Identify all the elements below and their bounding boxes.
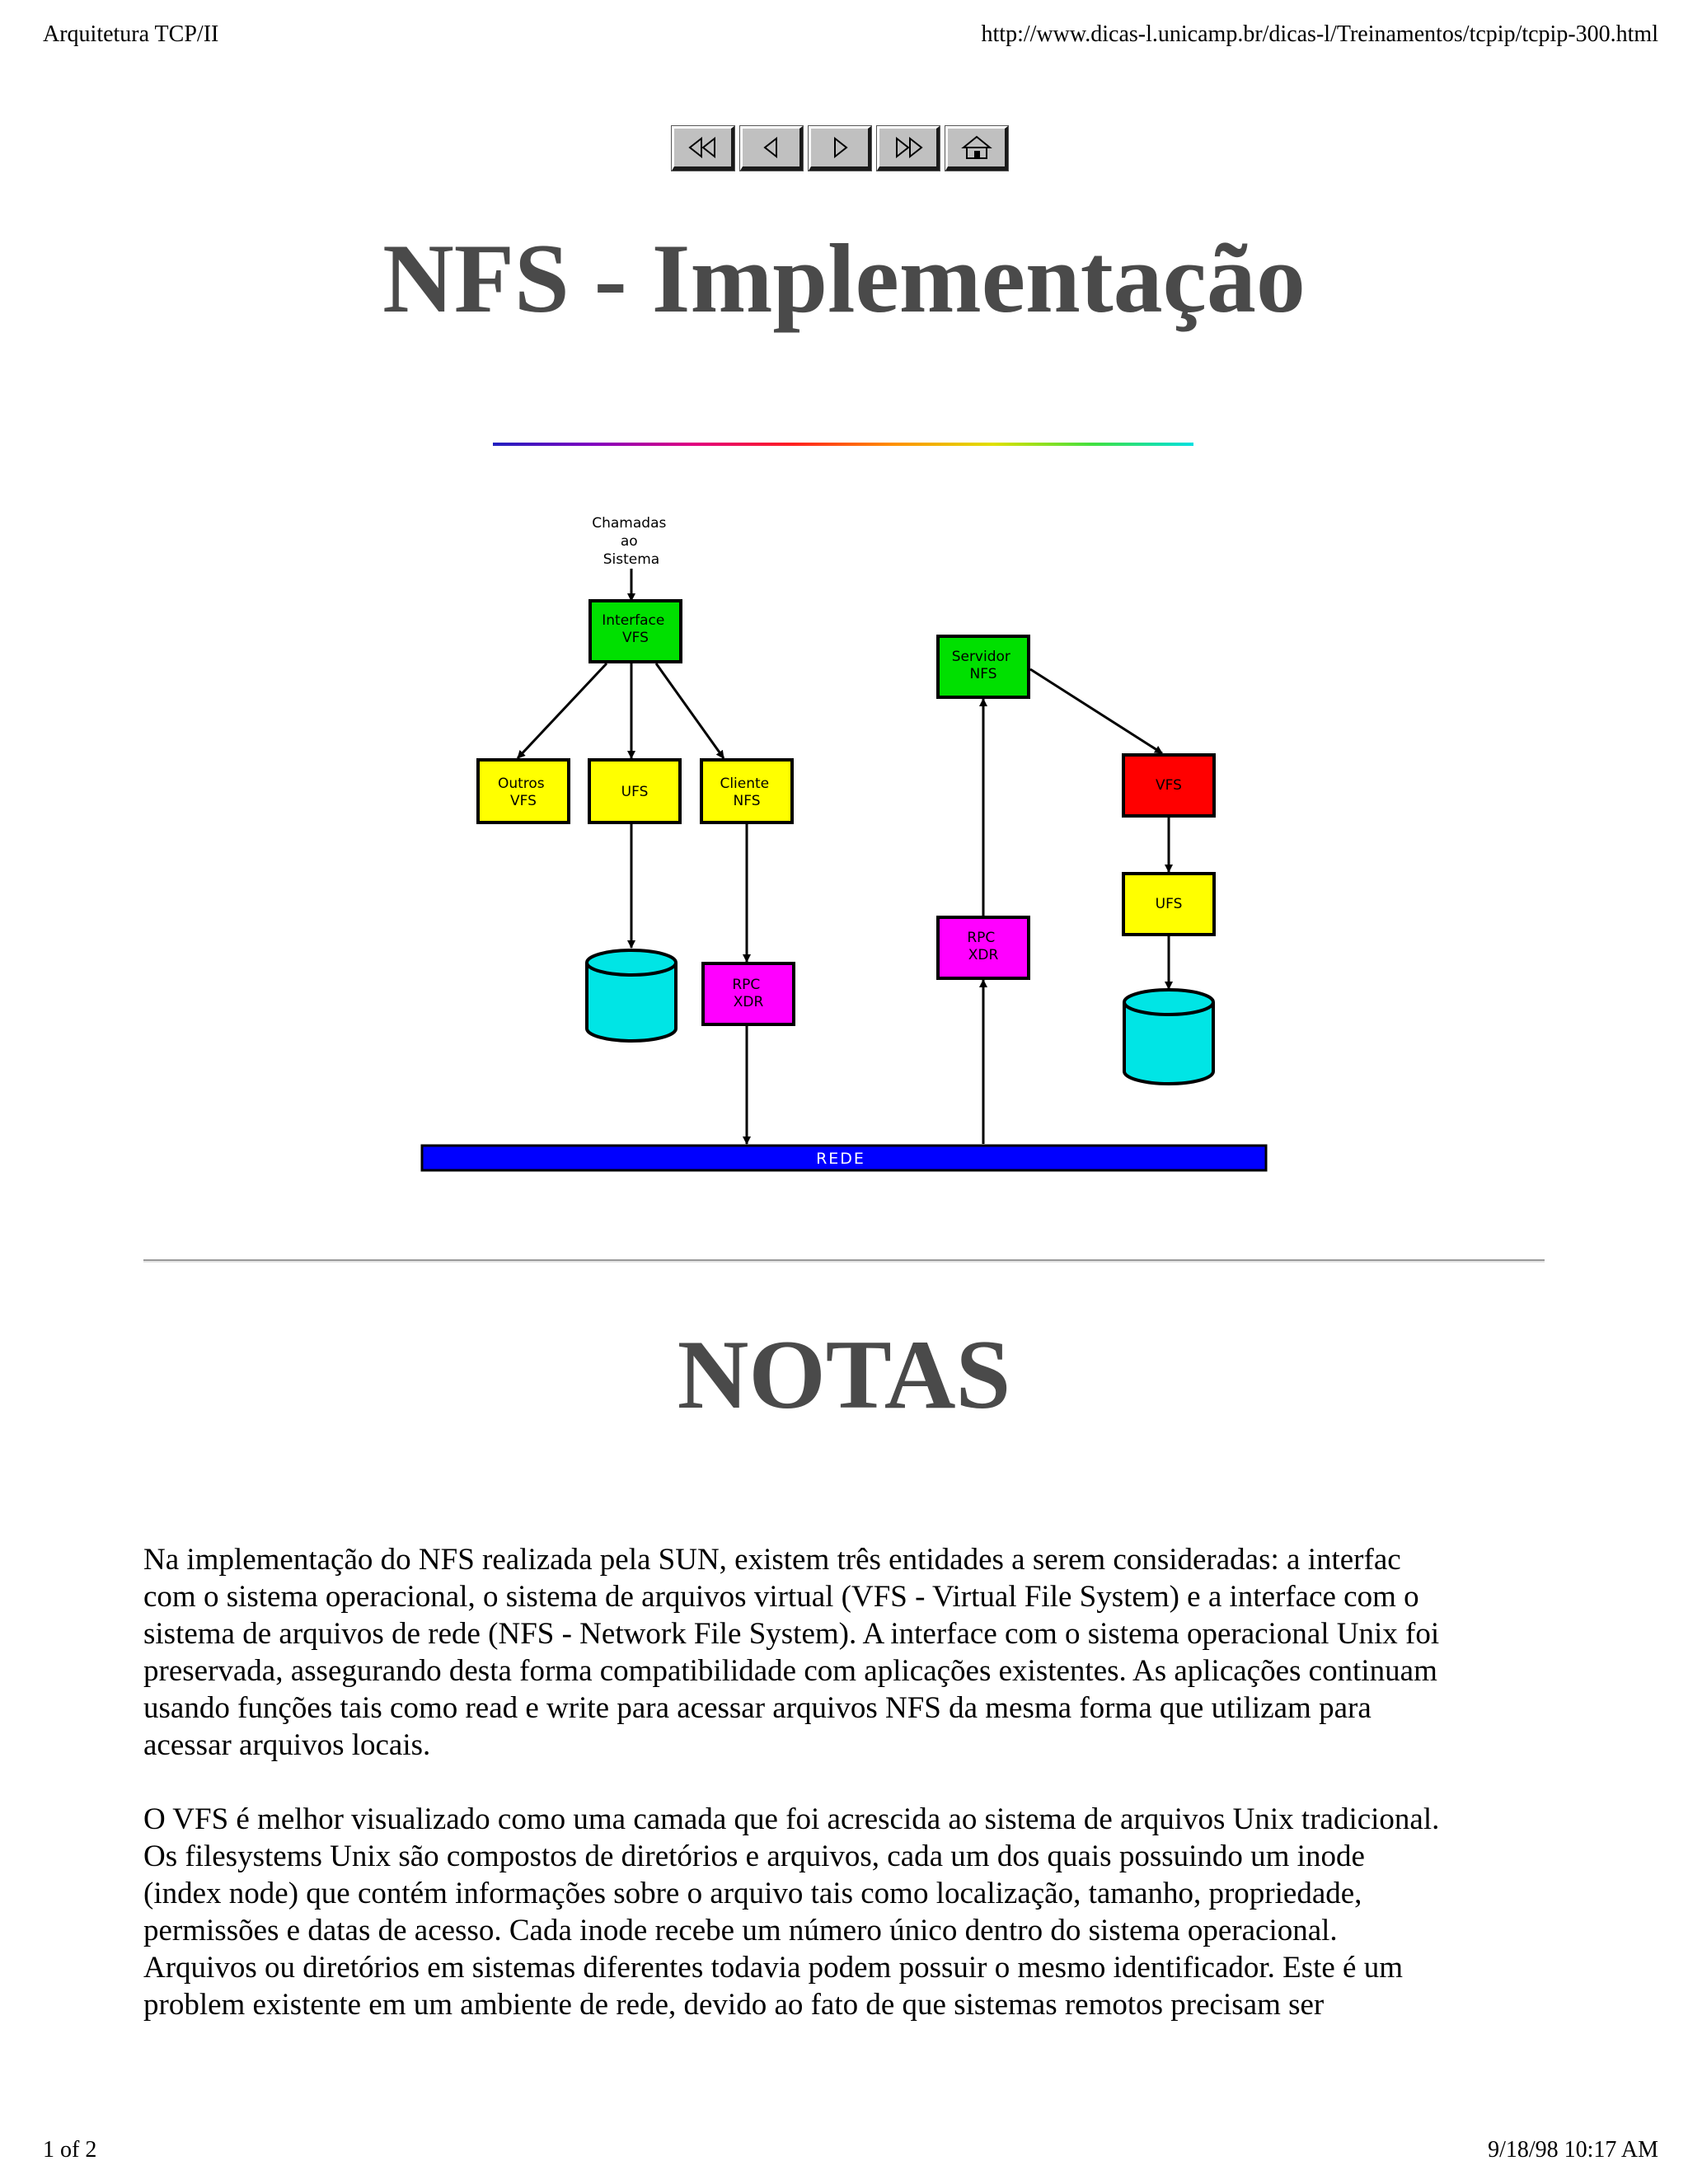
next-page-button[interactable] [809,126,871,171]
paragraph-line: Arquivos ou diretórios em sistemas diferentes todavia podem possuir o mesmo identificador. Este é um [143,1951,1404,1985]
client-rpc-xdr-box [703,963,794,1024]
ufs-client-box [589,760,680,823]
client-disk-icon [587,950,676,1041]
home-button[interactable] [945,126,1008,171]
network-bar [422,1146,1266,1170]
svg-text:Cliente NFS: Cliente NFS [720,776,770,809]
paragraph-line: O VFS é melhor visualizado como uma camada que foi acrescida ao sistema de arquivos Unix tradicional. [143,1802,1440,1836]
arrow-to-outros-vfs [518,663,607,758]
svg-text:Outros VFS: Outros VFS [497,776,545,809]
server-disk-icon [1124,990,1213,1084]
left-arrow-icon [753,135,790,160]
nfs-architecture-diagram [412,503,1286,1187]
server-ufs-box [1123,874,1214,935]
last-page-button[interactable] [877,126,940,171]
server-rpc-xdr-box [938,917,1029,978]
paragraph-line: problem existente em um ambiente de rede, devido ao fato de que sistemas remotos precisam ser [143,1988,1325,2022]
svg-text:RPC XDR: RPC XDR [732,977,764,1010]
servidor-nfs-box [938,636,1029,697]
paragraph-line: Na implementação do NFS realizada pela SUN, existem três entidades a serem consideradas: a interfac [143,1543,1401,1577]
paragraph-line: Os filesystems Unix são compostos de diretórios e arquivos, cada um dos quais possuindo um inode [143,1840,1365,1873]
svg-text:Servidor NFS: Servidor NFS [951,649,1010,682]
home-icon [959,134,995,161]
rainbow-divider [493,443,1193,446]
previous-page-button[interactable] [740,126,803,171]
svg-text:UFS: UFS [1155,896,1183,912]
footer-page-count: 1 of 2 [43,2137,97,2163]
paragraph-line: (index node) que contém informações sobre o arquivo tais como localização, tamanho, propriedade, [143,1877,1362,1910]
double-right-arrow-icon [890,135,926,160]
paragraph-line: permissões e datas de acesso. Cada inode recebe um número único dentro do sistema operacional. [143,1914,1338,1947]
paragraph-1 [143,1541,1561,1764]
paragraph-2 [143,1801,1561,2023]
horizontal-rule [143,1259,1545,1263]
paragraph-line: com o sistema operacional, o sistema de arquivos virtual (VFS - Virtual File System) e a interface com o [143,1580,1419,1614]
outros-vfs-box [478,760,569,823]
svg-text:RPC XDR: RPC XDR [967,930,999,963]
cliente-nfs-box [701,760,792,823]
footer-timestamp: 9/18/98 10:17 AM [1488,2137,1658,2163]
svg-text:REDE: REDE [816,1150,865,1168]
page-title: NFS - Implementação [382,223,1306,333]
header-url: http://www.dicas-l.unicamp.br/dicas-l/Treinamentos/tcpip/tcpip-300.html [981,21,1658,47]
paragraph-line: usando funções tais como read e write para acessar arquivos NFS da mesma forma que utilizam para [143,1691,1372,1725]
svg-text:Interface VFS: Interface VFS [602,612,665,646]
notes-body [143,1541,1561,2060]
svg-text:UFS: UFS [621,784,649,800]
paragraph-line: sistema de arquivos de rede (NFS - Network File System). A interface com o sistema operacional Unix foi [143,1617,1440,1651]
paragraph-line: preservada, assegurando desta forma compatibilidade com aplicações existentes. As aplicações continuam [143,1654,1437,1688]
paragraph-line: acessar arquivos locais. [143,1728,431,1762]
server-vfs-box [1123,755,1214,816]
first-page-button[interactable] [672,126,734,171]
interface-vfs-box [590,601,681,662]
double-left-arrow-icon [685,135,721,160]
arrow-servidor-to-vfs [1030,669,1162,753]
header-doc-title: Arquitetura TCP/II [43,21,219,47]
notes-heading: NOTAS [677,1319,1011,1429]
svg-text:VFS: VFS [1156,777,1182,794]
right-arrow-icon [822,135,858,160]
arrow-to-cliente-nfs [656,663,724,758]
navigation-bar [672,126,1008,171]
syscalls-label: Chamadas ao Sistema [592,515,667,568]
